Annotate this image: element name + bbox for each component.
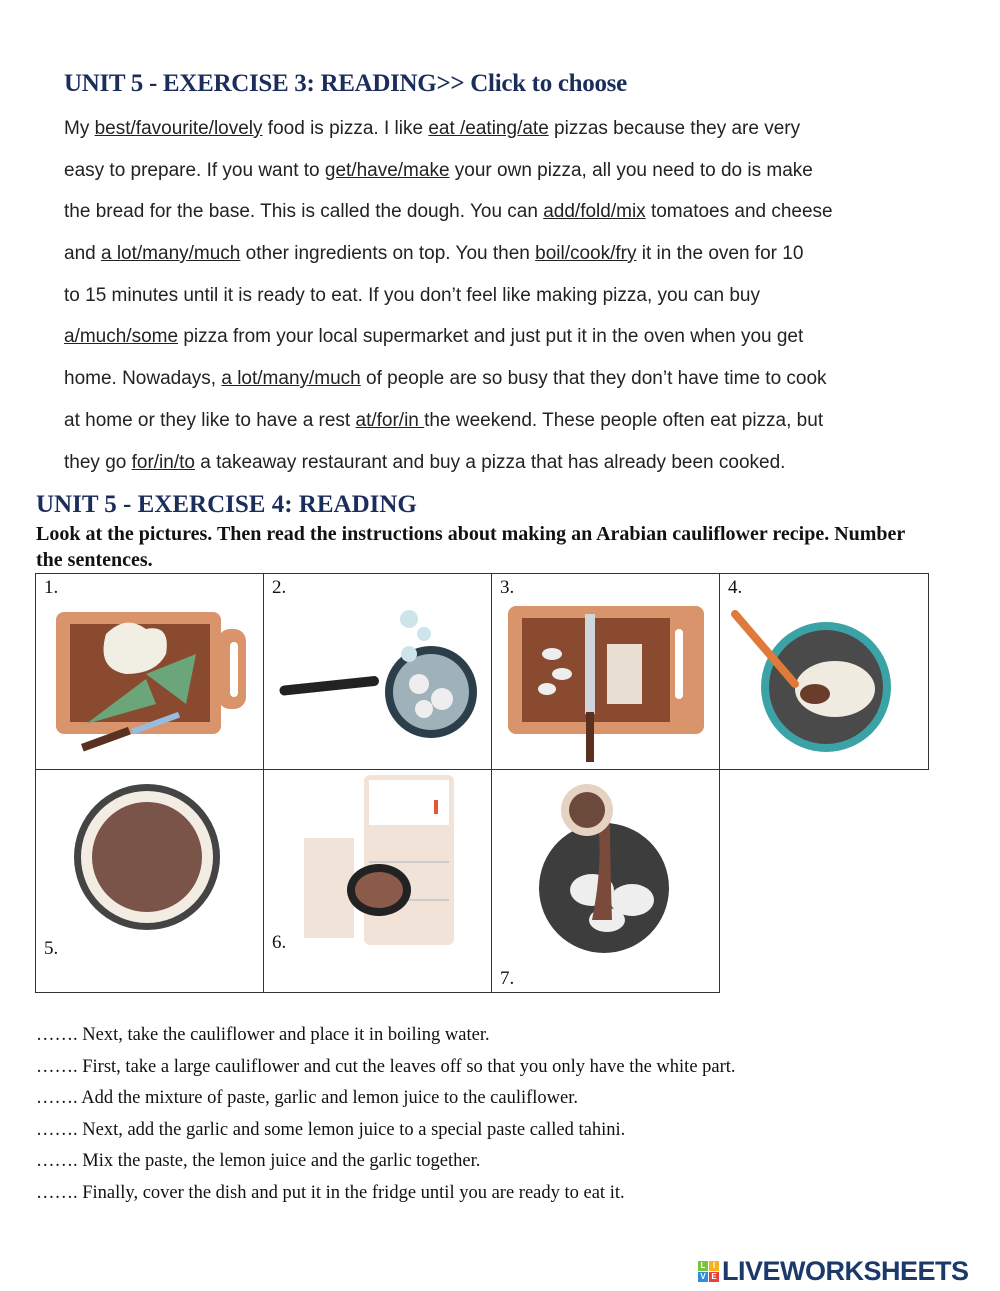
paragraph-text: food is pizza. I like (262, 118, 429, 139)
paragraph-line (64, 239, 944, 281)
paragraph-text: the bread for the base. This is called the dough. You can (64, 201, 544, 223)
fridge-image (264, 770, 493, 994)
paragraph-text: they go (64, 451, 132, 473)
sentence-item[interactable]: ……. Next, add the garlic and some lemon juice to a special paste called tahini. (36, 1119, 626, 1140)
logo-text: LIVEWORKSHEETS (722, 1256, 969, 1286)
paragraph-text: other ingredients on top. You then (240, 243, 536, 265)
paragraph-line (64, 281, 944, 323)
picture-cell-7 (491, 769, 720, 993)
paragraph-text: tomatoes and cheese (645, 201, 833, 223)
picture-number: 6. (272, 932, 287, 953)
paragraph-text: it in the oven for 10 (636, 243, 804, 265)
chopped-garlic-image (492, 574, 721, 771)
picture-cell-4 (719, 573, 929, 770)
picture-number: 4. (728, 577, 743, 598)
picture-number: 7. (500, 968, 515, 989)
choice-dropdown[interactable]: add/fold/mix (543, 201, 646, 223)
choice-dropdown[interactable]: boil/cook/fry (535, 243, 637, 265)
paragraph-line (64, 114, 944, 156)
paragraph-text: the weekend. These people often eat pizza, but (424, 409, 824, 431)
sentence-item[interactable]: ……. Mix the paste, the lemon juice and the garlic together. (36, 1151, 481, 1172)
paragraph-text: and (64, 243, 101, 265)
paragraph-text: home. Nowadays, (64, 368, 222, 390)
paragraph-text: easy to prepare. If you want to (64, 159, 325, 181)
logo-blocks-icon (698, 1261, 719, 1282)
exercise3-title: UNIT 5 - EXERCISE 3: READING>> Click to choose (64, 70, 627, 97)
choice-dropdown[interactable]: get/have/make (324, 159, 450, 181)
paragraph-text: My (64, 118, 95, 139)
logo-block: L (698, 1261, 708, 1271)
picture-number: 5. (44, 938, 59, 959)
pouring-sauce-image (492, 770, 721, 994)
liveworksheets-logo (698, 1256, 969, 1287)
logo-block: E (709, 1272, 719, 1282)
paragraph-text: at home or they like to have a rest (64, 409, 356, 431)
picture-number: 3. (500, 577, 515, 598)
paragraph-line (64, 364, 944, 406)
paragraph-text: pizzas because they are very (548, 118, 801, 139)
picture-cell-6 (263, 769, 492, 993)
tahini-plate-image (36, 770, 265, 994)
choice-dropdown[interactable]: a lot/many/much (221, 368, 361, 390)
boiling-pan-image (264, 574, 493, 771)
sentence-item[interactable]: ……. First, take a large cauliflower and cut the leaves off so that you only have the white part. (36, 1056, 736, 1077)
paragraph-text: a takeaway restaurant and buy a pizza that has already been cooked. (194, 451, 786, 473)
choice-dropdown[interactable]: a lot/many/much (100, 243, 241, 265)
paragraph-line (64, 156, 944, 198)
paragraph-text: pizza from your local supermarket and just put it in the oven when you get (178, 326, 804, 348)
picture-cell-3 (491, 573, 720, 770)
paragraph-text: to 15 minutes until it is ready to eat. If you don’t feel like making pizza, you can buy (64, 284, 760, 306)
exercise4-title: UNIT 5 - EXERCISE 4: READING (36, 491, 417, 518)
logo-block: V (698, 1272, 708, 1282)
exercise4-instruction: Look at the pictures. Then read the instructions about making an Arabian cauliflower recipe. Number the sentences. (36, 523, 905, 571)
paragraph-line (64, 406, 944, 448)
choice-dropdown[interactable]: at/for/in (355, 409, 425, 431)
paragraph-text: your own pizza, all you need to do is make (449, 159, 813, 181)
choice-dropdown[interactable]: best/favourite/lovely (94, 118, 263, 139)
mixing-bowl-image (720, 574, 930, 771)
cutting-cauliflower-image (36, 574, 265, 771)
picture-cell-5 (35, 769, 264, 993)
picture-number: 1. (44, 577, 59, 598)
paragraph-line (64, 448, 944, 490)
exercise3-paragraph (64, 114, 944, 489)
paragraph-line (64, 197, 944, 239)
picture-number: 2. (272, 577, 287, 598)
sentence-item[interactable]: ……. Finally, cover the dish and put it in the fridge until you are ready to eat it. (36, 1183, 625, 1203)
paragraph-line (64, 322, 944, 364)
sentence-item[interactable]: ……. Next, take the cauliflower and place it in boiling water. (36, 1025, 490, 1045)
logo-block: I (709, 1261, 719, 1271)
choice-dropdown[interactable]: eat /eating/ate (428, 118, 549, 139)
choice-dropdown[interactable]: a/much/some (64, 326, 179, 348)
picture-cell-2 (263, 573, 492, 770)
paragraph-text: of people are so busy that they don’t have time to cook (360, 368, 827, 390)
choice-dropdown[interactable]: for/in/to (131, 451, 195, 473)
picture-cell-1 (35, 573, 264, 770)
sentence-item[interactable]: ……. Add the mixture of paste, garlic and lemon juice to the cauliflower. (36, 1088, 579, 1109)
